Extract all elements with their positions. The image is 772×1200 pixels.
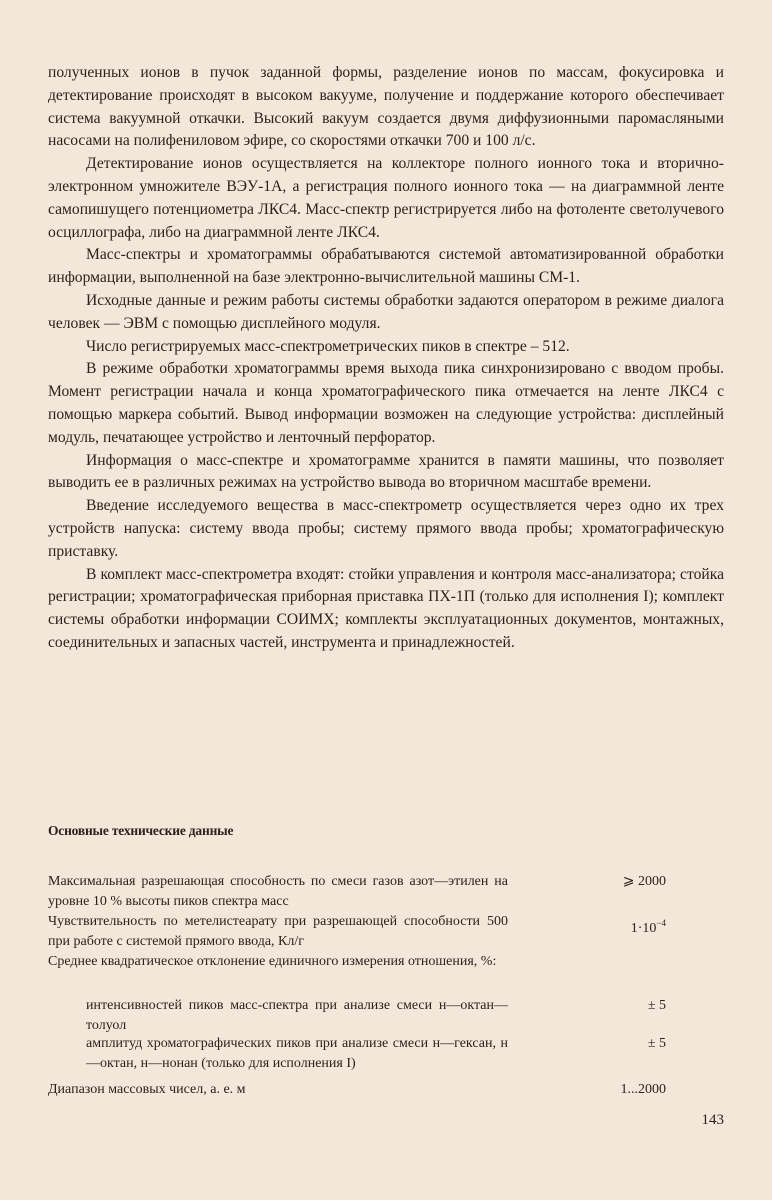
spec-label: Среднее квадратическое отклонение единичного измерения отношения, %: — [48, 954, 497, 969]
spec-label: Максимальная разрешающая способность по смеси газов азот—этилен на уровне 10 % высоты пиков спектра масс — [48, 874, 508, 909]
spec-label: Диапазон массовых чисел, а. е. м — [48, 1082, 246, 1097]
spec-label: амплитуд хроматографических пиков при анализе смеси н—гексан, н—октан, н—нонан (только для исполнения I) — [86, 1036, 508, 1071]
paragraph: В режиме обработки хроматограммы время выхода пика синхронизировано с вводом пробы. Момент регистрации начала и конца хроматографического пика отмечается на ленте ЛКС4 с помощью маркера событий. Вывод информации возможен на следующие устройства: дисплейный модуль, печатающее устройство и ленточный перфоратор. — [48, 360, 724, 446]
spec-value: ± 5 — [647, 998, 666, 1013]
section-title: Основные технические данные — [48, 823, 234, 838]
spec-label: интенсивностей пиков масс-спектра при анализе смеси н—октан—толуол — [86, 998, 508, 1033]
paragraph: Информация о масс-спектре и хроматограмме хранится в памяти машины, что позволяет выводить ее в различных режимах на устройство вывода во вторичном масштабе времени. — [48, 451, 724, 492]
spec-value: ± 5 — [647, 1036, 666, 1051]
spec-value-exponent: −4 — [656, 918, 666, 928]
paragraph: Масс-спектры и хроматограммы обрабатываются системой автоматизированной обработки информации, выполненной на базе электронно-вычислительной машины СМ-1. — [48, 246, 724, 287]
spec-label: Чувствительность по метелистеарату при разрешающей способности 500 при работе с системой прямого ввода, Кл/г — [48, 914, 508, 949]
body-text — [48, 62, 724, 655]
paragraph: Число регистрируемых масс-спектрометрических пиков в спектре – 512. — [86, 337, 570, 355]
spec-value-base: 1·10 — [630, 921, 657, 936]
paragraph: Введение исследуемого вещества в масс-спектрометр осуществляется через одно их трех устройств напуска: систему ввода пробы; систему прямого ввода пробы; хроматографическую приставку. — [48, 497, 724, 560]
spec-value: 1...2000 — [620, 1082, 666, 1097]
spec-value — [556, 914, 666, 939]
paragraph: Детектирование ионов осуществляется на коллекторе полного ионного тока и вторично-электронном умножителе ВЭУ-1А, а регистрация полного ионного тока — на диаграммной ленте самопишущего потенциометра ЛКС4. Масс-спектр регистрируется либо на фотоленте светолучевого осциллографа, либо на диаграммной ленте ЛКС4. — [48, 155, 724, 241]
spec-value: ⩾ 2000 — [622, 874, 666, 889]
paragraph: полученных ионов в пучок заданной формы, разделение ионов по массам, фокусировка и детектирование происходят в высоком вакууме, получение и поддержание которого обеспечивает система вакуумной откачки. Высокий вакуум создается двумя диффузионными паромасляными насосами на полифениловом эфире, со скоростями откачки 700 и 100 л/с. — [48, 64, 724, 150]
paragraph: Исходные данные и режим работы системы обработки задаются оператором в режиме диалога человек — ЭВМ с помощью дисплейного модуля. — [48, 291, 724, 332]
page-number: 143 — [701, 1112, 724, 1128]
paragraph: В комплект масс-спектрометра входят: стойки управления и контроля масс-анализатора; стойка регистрации; хроматографическая приборная приставка ПХ-1П (только для исполнения I); комплект системы обработки информации СОИМХ; комплекты эксплуатационных документов, монтажных, соединительных и запасных частей, инструмента и принадлежностей. — [48, 565, 724, 651]
